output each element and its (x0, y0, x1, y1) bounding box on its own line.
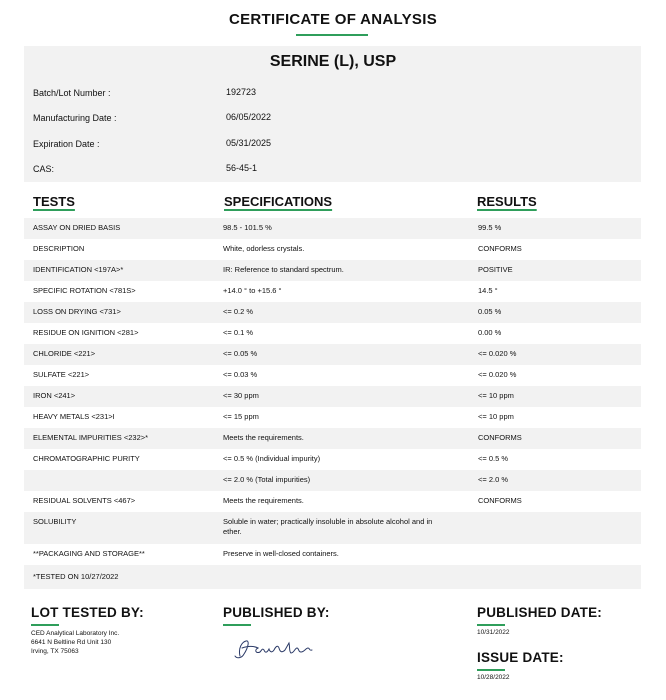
test-name: RESIDUE ON IGNITION <281> (33, 328, 139, 337)
cas-value: 56-45-1 (226, 163, 258, 173)
table-row (24, 323, 641, 344)
batch-lot-label: Batch/Lot Number : (33, 88, 111, 98)
published-by-underline (223, 624, 251, 626)
signature (232, 634, 314, 664)
manufacturing-date-label: Manufacturing Date : (33, 113, 117, 123)
test-result: <= 0.5 % (478, 454, 509, 463)
test-result: CONFORMS (478, 433, 522, 442)
test-name: LOSS ON DRYING <731> (33, 307, 121, 316)
cas-label: CAS: (33, 164, 55, 174)
specifications-column-header: SPECIFICATIONS (224, 194, 333, 209)
test-result: <= 2.0 % (478, 475, 509, 484)
test-name: ELEMENTAL IMPURITIES <232>* (33, 433, 149, 442)
test-specification: <= 0.2 % (223, 307, 254, 316)
test-specification: IR: Reference to standard spectrum. (223, 265, 344, 274)
published-date-underline (477, 624, 505, 626)
test-result: 0.05 % (478, 307, 502, 316)
test-specification: Meets the requirements. (223, 433, 304, 442)
expiration-date-label: Expiration Date : (33, 139, 100, 149)
test-name: HEAVY METALS <231>I (33, 412, 115, 421)
test-result: <= 0.020 % (478, 349, 517, 358)
test-name: CHROMATOGRAPHIC PURITY (33, 454, 140, 463)
test-name: **PACKAGING AND STORAGE** (33, 549, 145, 558)
table-row (24, 218, 641, 239)
test-specification: <= 15 ppm (223, 412, 259, 421)
test-name: SOLUBILITY (33, 517, 77, 526)
manufacturing-date-value: 06/05/2022 (226, 112, 272, 122)
published-date-heading: PUBLISHED DATE: (477, 605, 603, 620)
table-row (24, 365, 641, 386)
test-result: 14.5 ° (478, 286, 498, 295)
test-specification: Soluble in water; practically insoluble in absolute alcohol and in ether. (223, 517, 433, 536)
lot-tested-by-heading: LOT TESTED BY: (31, 605, 144, 620)
test-specification: <= 2.0 % (Total impurities) (223, 475, 311, 484)
test-name: ASSAY ON DRIED BASIS (33, 223, 121, 232)
test-name: IDENTIFICATION <197A>* (33, 265, 124, 274)
table-row (24, 491, 641, 512)
table-row (24, 302, 641, 323)
test-name: IRON <241> (33, 391, 76, 400)
test-name: RESIDUAL SOLVENTS <467> (33, 496, 136, 505)
test-result: POSITIVE (478, 265, 513, 274)
test-specification: 98.5 - 101.5 % (223, 223, 272, 232)
test-specification: <= 0.03 % (223, 370, 258, 379)
test-name: DESCRIPTION (33, 244, 85, 253)
title-underline (296, 34, 368, 36)
test-name: *TESTED ON 10/27/2022 (33, 572, 119, 581)
table-row (24, 512, 641, 544)
test-name: CHLORIDE <221> (33, 349, 96, 358)
test-result: <= 10 ppm (478, 412, 514, 421)
table-row (24, 428, 641, 449)
published-date-value: 10/31/2022 (477, 629, 510, 636)
product-name: SERINE (L), USP (269, 53, 397, 70)
test-result: <= 10 ppm (478, 391, 514, 400)
table-row (24, 407, 641, 428)
test-specification: White, odorless crystals. (223, 244, 305, 253)
results-column-header: RESULTS (477, 194, 537, 209)
lab-city: Irving, TX 75063 (31, 648, 79, 655)
test-specification: <= 0.1 % (223, 328, 254, 337)
table-row (24, 281, 641, 302)
document-title: CERTIFICATE OF ANALYSIS (228, 11, 438, 28)
issue-date-underline (477, 669, 505, 671)
test-specification: Meets the requirements. (223, 496, 304, 505)
table-row (24, 386, 641, 407)
table-row (24, 565, 641, 589)
expiration-date-value: 05/31/2025 (226, 138, 272, 148)
test-result: 99.5 % (478, 223, 502, 232)
lab-address: 6641 N Beltline Rd Unit 130 (31, 639, 112, 646)
test-specification: Preserve in well-closed containers. (223, 549, 339, 558)
test-specification: <= 0.05 % (223, 349, 258, 358)
table-row (24, 260, 641, 281)
test-result: 0.00 % (478, 328, 502, 337)
batch-lot-value: 192723 (226, 87, 257, 97)
table-row (24, 449, 641, 470)
test-specification: +14.0 ° to +15.6 ° (223, 286, 282, 295)
test-result: CONFORMS (478, 496, 522, 505)
test-result: <= 0.020 % (478, 370, 517, 379)
lab-name: CED Analytical Laboratory Inc. (31, 630, 120, 637)
test-specification: <= 0.5 % (Individual impurity) (223, 454, 321, 463)
test-name: SULFATE <221> (33, 370, 90, 379)
issue-date-value: 10/28/2022 (477, 674, 510, 681)
published-by-heading: PUBLISHED BY: (223, 605, 330, 620)
table-row (24, 470, 641, 491)
tests-column-header: TESTS (33, 194, 75, 209)
test-name: SPECIFIC ROTATION <781S> (33, 286, 136, 295)
test-result: CONFORMS (478, 244, 522, 253)
table-row (24, 239, 641, 260)
table-row (24, 344, 641, 365)
test-specification: <= 30 ppm (223, 391, 259, 400)
lot-tested-by-underline (31, 624, 59, 626)
table-row (24, 544, 641, 565)
issue-date-heading: ISSUE DATE: (477, 650, 564, 665)
